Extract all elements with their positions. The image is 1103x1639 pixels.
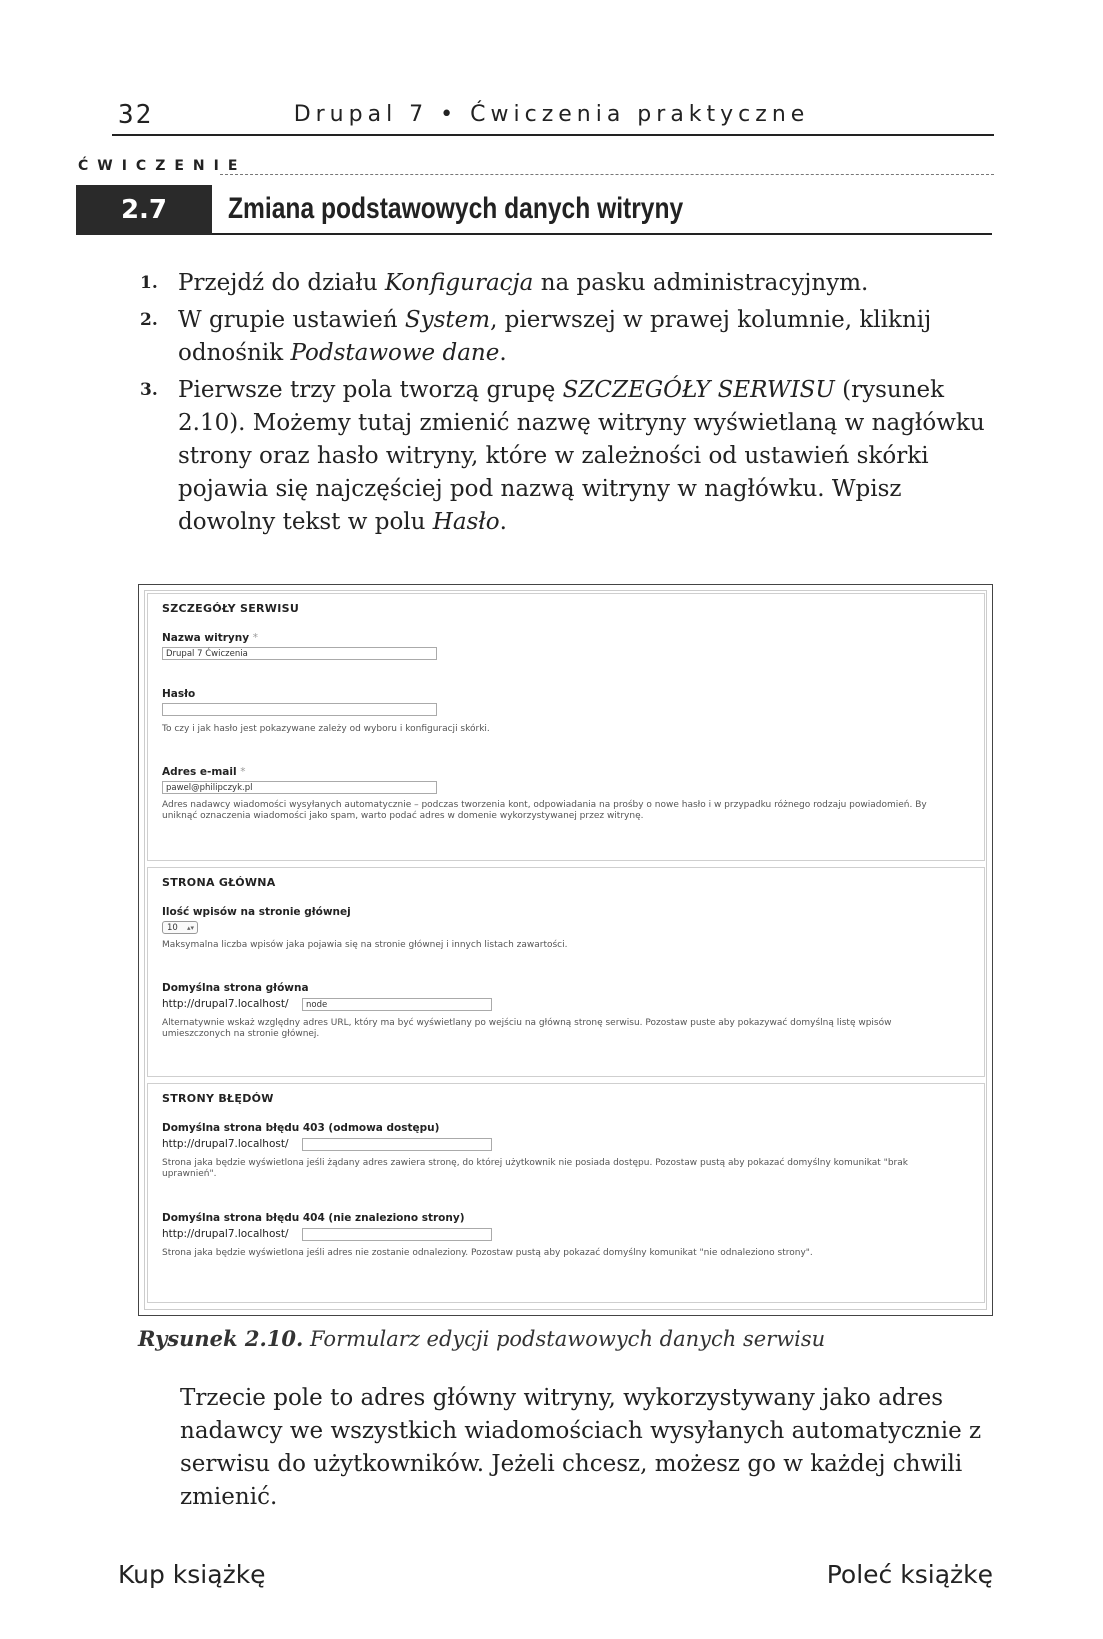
caption-prefix: Rysunek 2.10.	[138, 1326, 304, 1351]
step-text-run: Pierwsze trzy pola tworzą grupę	[178, 377, 563, 403]
step-text-run: .	[499, 340, 507, 366]
error-pages-fieldset	[147, 1083, 985, 1303]
step-text-run: .	[499, 509, 507, 535]
steps-list	[140, 267, 1000, 543]
step-text-emphasis: Konfiguracja	[384, 270, 534, 296]
step-text-run: Przejdź do działu	[178, 270, 385, 296]
posts-count-select[interactable]: 10 ▴▾	[162, 921, 198, 934]
url-prefix: http://drupal7.localhost/	[162, 1228, 289, 1240]
site-name-input[interactable]: Drupal 7 Ćwiczenia	[162, 647, 437, 660]
fieldset-heading: STRONA GŁÓWNA	[162, 876, 276, 889]
step-text	[178, 307, 931, 366]
step-text	[178, 270, 868, 296]
default-frontpage-input[interactable]: node	[302, 998, 492, 1011]
list-item	[140, 374, 1000, 539]
error-403-input[interactable]	[302, 1138, 492, 1151]
slogan-description: To czy i jak hasło jest pokazywane zależy od wyboru i konfiguracji skórki.	[162, 724, 490, 734]
body-paragraph: Trzecie pole to adres główny witryny, wykorzystywany jako adres nadawcy we wszystkich wiadomościach wysyłanych automatycznie z serwisu do użytkowników. Jeżeli chcesz, możesz go w każdej chwili zmienić.	[180, 1385, 982, 1510]
error-404-input[interactable]	[302, 1228, 492, 1241]
front-page-fieldset	[147, 867, 985, 1077]
site-name-label: Nazwa witryny *	[162, 632, 258, 644]
exercise-dotted-rule	[220, 174, 994, 175]
step-text	[178, 377, 985, 535]
step-text-emphasis: System	[404, 307, 491, 333]
step-number: 3.	[140, 380, 158, 400]
slogan-label: Hasło	[162, 688, 196, 700]
email-label: Adres e-mail *	[162, 766, 246, 778]
running-title: Drupal 7 • Ćwiczenia praktyczne	[293, 102, 810, 127]
list-item	[140, 267, 1000, 300]
caption-text: Formularz edycji podstawowych danych serwisu	[303, 1327, 826, 1351]
list-item	[140, 304, 1000, 370]
exercise-number-badge: 2.7	[76, 185, 212, 235]
fieldset-heading: STRONY BŁĘDÓW	[162, 1092, 274, 1105]
site-details-fieldset	[147, 593, 985, 861]
figure-screenshot	[138, 584, 993, 1316]
posts-count-label: Ilość wpisów na stronie głównej	[162, 906, 351, 918]
step-text-run: W grupie ustawień	[178, 307, 405, 333]
url-prefix: http://drupal7.localhost/	[162, 998, 289, 1010]
step-text-emphasis: SZCZEGÓŁY SERWISU	[562, 377, 835, 403]
default-frontpage-description: Alternatywnie wskaż względny adres URL, który ma być wyświetlany po wejściu na główną stronę serwisu. Pozostaw puste aby pokazywać domyślną listę wpisów umieszczonych na stronie głównej.	[162, 1018, 892, 1039]
default-frontpage-label: Domyślna strona główna	[162, 982, 309, 994]
exercise-title: Zmiana podstawowych danych witryny	[228, 192, 684, 225]
step-text-emphasis: Podstawowe dane	[290, 340, 500, 366]
recommend-book-link[interactable]: Poleć książkę	[826, 1560, 993, 1589]
step-number: 2.	[140, 310, 158, 330]
error-404-description: Strona jaka będzie wyświetlona jeśli adres nie zostanie odnaleziony. Pozostaw pustą aby pokazać domyślny komunikat "nie odnaleziono strony".	[162, 1248, 813, 1258]
email-input[interactable]: pawel@philipczyk.pl	[162, 781, 437, 794]
exercise-label: ĆWICZENIE	[78, 158, 247, 174]
step-text-emphasis: Hasło	[432, 509, 500, 535]
exercise-title-rule	[212, 233, 992, 235]
step-text-run: , pierwszej w prawej kolumnie, kliknij odnośnik	[178, 307, 932, 366]
error-403-label: Domyślna strona błędu 403 (odmowa dostępu)	[162, 1122, 440, 1134]
page-number: 32	[118, 100, 154, 130]
step-text-run: na pasku administracyjnym.	[533, 270, 869, 296]
required-marker: *	[252, 632, 258, 644]
step-number: 1.	[140, 273, 158, 293]
figure-caption	[138, 1326, 825, 1351]
posts-count-description: Maksymalna liczba wpisów jaka pojawia się na stronie głównej i innych listach zawartości.	[162, 940, 568, 950]
buy-book-link[interactable]: Kup książkę	[118, 1560, 266, 1589]
required-marker: *	[240, 766, 246, 778]
fieldset-heading: SZCZEGÓŁY SERWISU	[162, 602, 300, 615]
url-prefix: http://drupal7.localhost/	[162, 1138, 289, 1150]
error-404-label: Domyślna strona błędu 404 (nie znaleziono strony)	[162, 1212, 465, 1224]
step-text-run: (rysunek 2.10). Możemy tutaj zmienić nazwę witryny wyświetlaną w nagłówku strony oraz hasło witryny, które w zależności od ustawień skórki pojawia się najczęściej pod nazwą witryny w nagłówku. Wpisz dowolny tekst w polu	[178, 377, 985, 535]
header-rule	[112, 134, 994, 136]
slogan-input[interactable]	[162, 703, 437, 716]
email-description: Adres nadawcy wiadomości wysyłanych automatycznie – podczas tworzenia kont, odpowiadania na prośby o nowe hasło i w przypadku różnego rodzaju powiadomień. By uniknąć oznaczenia wiadomości jako spam, warto podać adres w domenie wykorzystywanej przez witrynę.	[162, 800, 927, 821]
stepper-arrows-icon: ▴▾	[186, 924, 194, 932]
error-403-description: Strona jaka będzie wyświetlona jeśli żądany adres zawiera stronę, do której użytkownik nie posiada dostępu. Pozostaw pustą aby pokazać domyślny komunikat "brak uprawnień".	[162, 1158, 908, 1179]
